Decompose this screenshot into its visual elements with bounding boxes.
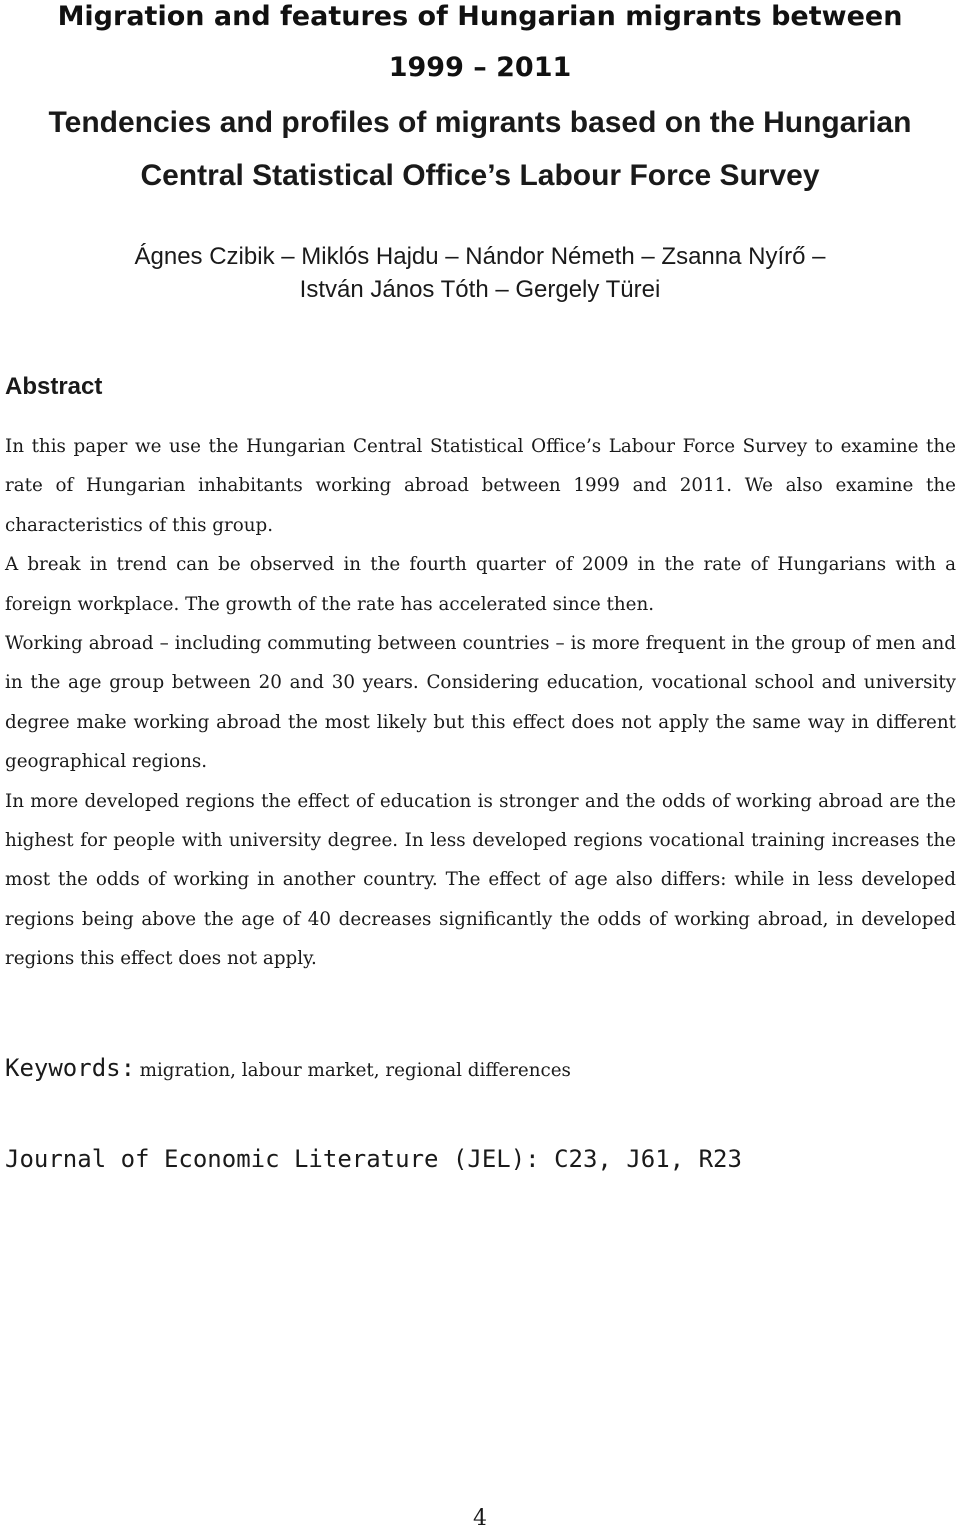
- jel-classification: Journal of Economic Literature (JEL): C23, J61, R23: [5, 1145, 742, 1173]
- paper-subtitle-line-1: Tendencies and profiles of migrants based on the Hungarian: [48, 106, 912, 139]
- page-number: 4: [473, 1506, 487, 1531]
- abstract-paragraph-4: In more developed regions the effect of education is stronger and the odds of working abroad are the highest for people with university degree. In less developed regions vocational training increases the most the odds of working in another country. The effect of age also differs: while in less developed regions being above the age of 40 decreases significantly the odds of working abroad, in developed regions this effect does not apply.: [5, 790, 956, 970]
- keywords-line: [5, 1049, 571, 1090]
- abstract-body: [5, 427, 956, 979]
- abstract-paragraph-2: A break in trend can be observed in the fourth quarter of 2009 in the rate of Hungarians with a foreign workplace. The growth of the rate has accelerated since then.: [5, 554, 956, 615]
- keywords-label: Keywords:: [5, 1054, 136, 1082]
- paper-title-line-1: Migration and features of Hungarian migrants between: [57, 1, 903, 32]
- author-list-line-1: Ágnes Czibik – Miklós Hajdu – Nándor Németh – Zsanna Nyírő –: [134, 243, 826, 270]
- paper-subtitle-line-2: Central Statistical Office’s Labour Force Survey: [140, 159, 820, 192]
- abstract-heading: Abstract: [5, 373, 103, 400]
- abstract-paragraph-1: In this paper we use the Hungarian Central Statistical Office’s Labour Force Survey to examine the rate of Hungarian inhabitants working abroad between 1999 and 2011. We also examine the characteristics of this group.: [5, 436, 956, 536]
- author-list-line-2: István János Tóth – Gergely Türei: [299, 276, 661, 303]
- abstract-paragraph-3: Working abroad – including commuting between countries – is more frequent in the group of men and in the age group between 20 and 30 years. Considering education, vocational school and university degree make working abroad the most likely but this effect does not apply the same way in different geographical regions.: [5, 633, 956, 773]
- paper-title-line-2: 1999 – 2011: [388, 52, 572, 83]
- keywords-value: migration, labour market, regional differences: [139, 1060, 571, 1081]
